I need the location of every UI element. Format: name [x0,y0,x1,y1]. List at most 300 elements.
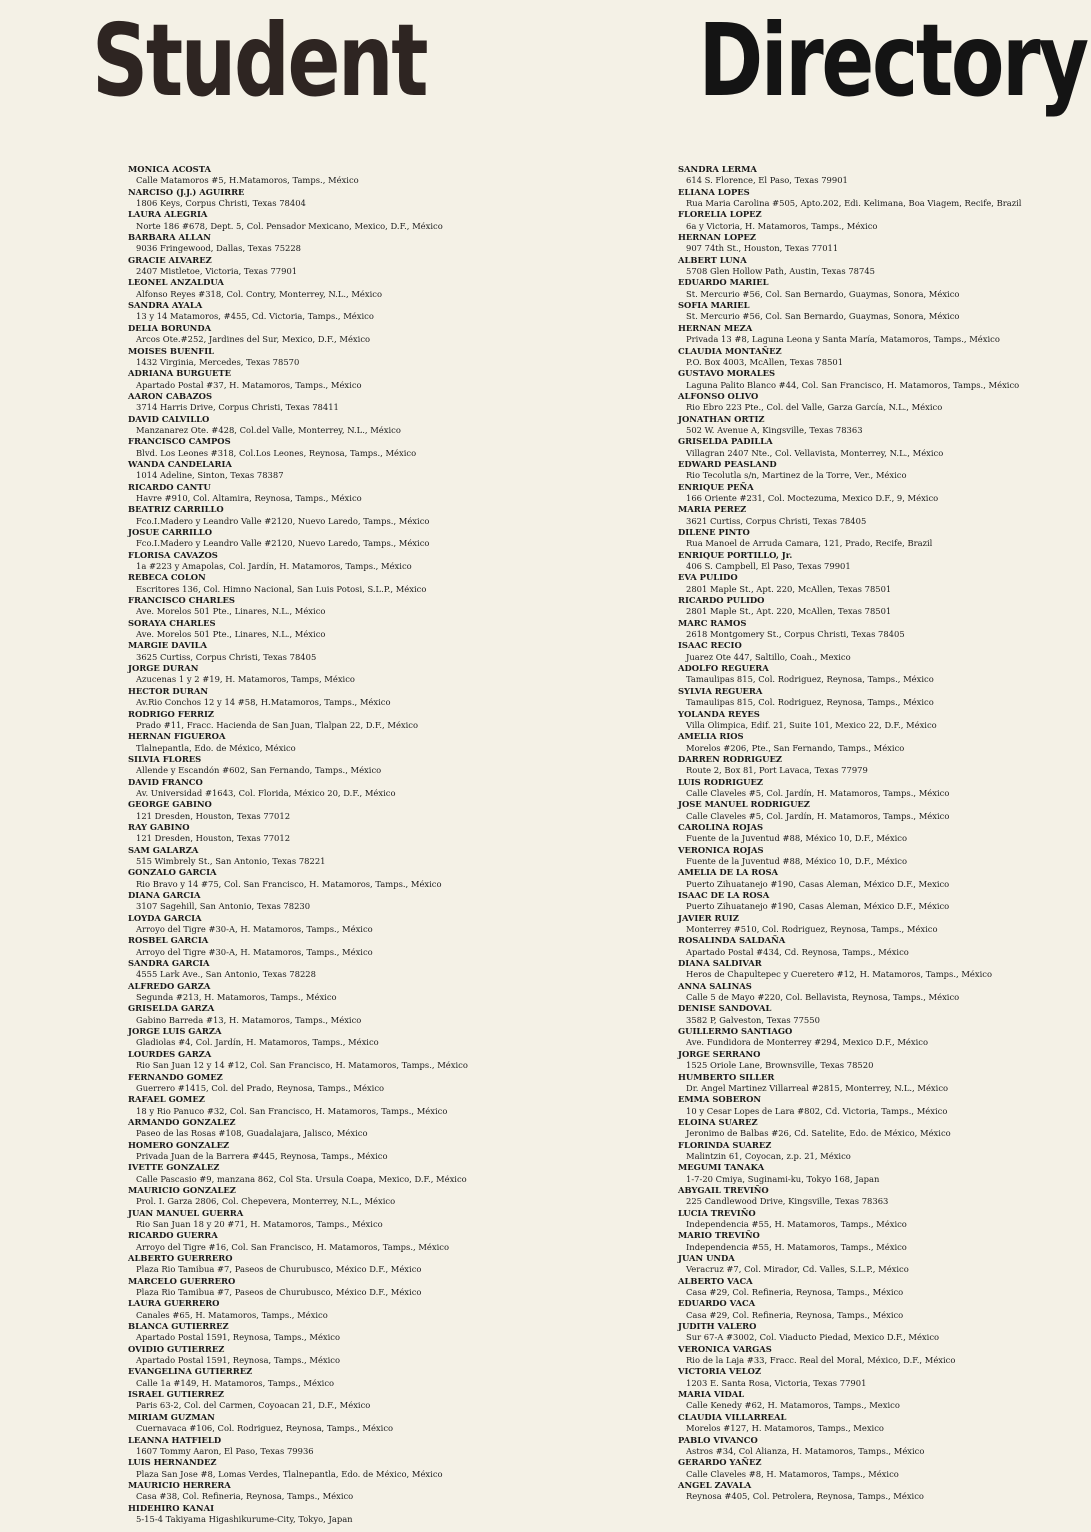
student-address: 1203 E. Santa Rosa, Victoria, Texas 77901 [686,1377,867,1388]
student-name: ENRIQUE PEÑA [678,481,754,492]
student-address: Malintzin 61, Coyocan, z.p. 21, México [686,1150,851,1161]
student-address: 5-15-4 Takiyama Higashikurume-City, Tokyo, Japan [136,1513,353,1524]
student-address: Privada Juan de la Barrera #445, Reynosa, Tamps., México [136,1150,388,1161]
student-address: Reynosa #405, Col. Petrolera, Reynosa, Tamps., México [686,1491,924,1502]
directory-entry [122,709,542,732]
student-name: LOYDA GARCIA [128,912,202,923]
student-name: JAVIER RUIZ [678,912,739,923]
student-name: YOLANDA REYES [678,708,760,719]
directory-entry [122,1003,542,1026]
directory-entry [672,1480,1072,1503]
directory-entry [672,958,1072,981]
directory-entry [672,1094,1072,1117]
directory-entry [122,1412,542,1435]
student-address: Plaza San Jose #8, Lomas Verdes, Tlalnepantla, Edo. de México, México [136,1468,443,1479]
student-address: Cuernavaca #106, Col. Rodriguez, Reynosa, Tamps., México [136,1423,394,1434]
student-address: Havre #910, Col. Altamira, Reynosa, Tamps., México [136,492,362,503]
student-name: MONICA ACOSTA [128,164,211,174]
student-address: 1432 Virginia, Mercedes, Texas 78570 [136,356,300,367]
student-address: 3625 Curtiss, Corpus Christi, Texas 78405 [136,651,317,662]
student-name: DAVID FRANCO [128,776,203,787]
directory-entry [122,1321,542,1344]
student-name: JUDITH VALERO [678,1321,757,1332]
student-address: 18 y Rio Panuco #32, Col. San Francisco, H. Matamoros, Tamps., México [136,1105,448,1116]
directory-entry [672,209,1072,232]
student-address: Segunda #213, H. Matamoros, Tamps., México [136,992,337,1003]
directory-entry [672,1185,1072,1208]
directory-entry [672,1072,1072,1095]
student-name: MEGUMI TANAKA [678,1162,765,1173]
directory-entry [122,300,542,323]
student-address: Fuente de la Juventud #88, México 10, D.F., México [686,855,908,866]
title-directory: Directory [698,2,1087,119]
student-name: BARBARA ALLAN [128,232,211,243]
student-name: EMMA SOBERON [678,1094,762,1105]
student-address: Villa Olimpica, Edif. 21, Suite 101, Mexico 22, D.F., México [686,719,937,730]
student-name: GUILLERMO SANTIAGO [678,1026,793,1037]
student-name: JUAN UNDA [678,1253,735,1263]
student-address: Paseo de las Rosas #108, Guadalajara, Jalisco, México [136,1128,368,1139]
student-address: Calle Claveles #5, Col. Jardín, H. Matamoros, Tamps., México [686,787,950,798]
directory-entry [122,1344,542,1367]
student-name: DIANA GARCIA [128,890,201,900]
student-name: LUCIA TREVIÑO [678,1207,756,1218]
student-address: 6a y Victoria, H. Matamoros, Tamps., México [686,220,878,231]
directory-entry [122,867,542,890]
directory-entry [672,595,1072,618]
student-address: Rio San Juan 18 y 20 #71, H. Matamoros, Tamps., México [136,1218,383,1229]
student-name: RICARDO PULIDO [678,595,765,606]
student-name: LAURA ALEGRIA [128,209,208,220]
student-address: 3107 Sagehill, San Antonio, Texas 78230 [136,901,311,912]
directory-entry [672,845,1072,868]
student-name: WANDA CANDELARIA [128,458,232,469]
student-name: ANGEL ZAVALA [678,1479,752,1490]
student-name: FLORELIA LOPEZ [678,209,762,220]
student-name: GEORGE GABINO [128,799,212,810]
student-address: 13 y 14 Matamoros, #455, Cd. Victoria, Tamps., México [136,311,374,322]
student-address: Guerrero #1415, Col. del Prado, Reynosa, Tamps., México [136,1082,385,1093]
student-name: SOFIA MARIEL [678,300,750,311]
student-address: Arroyo del Tigre #30-A, H. Matamoros, Tamps., México [136,946,373,957]
directory-entry [122,527,542,550]
student-name: IVETTE GONZALEZ [128,1162,220,1173]
directory-entry [122,640,542,663]
student-name: ALFONSO OLIVO [678,390,759,401]
student-name: VICTORIA VELOZ [678,1366,762,1377]
directory-entry [122,346,542,369]
student-name: ARMANDO GONZALEZ [128,1116,236,1127]
directory-entry [122,754,542,777]
student-address: 166 Oriente #231, Col. Moctezuma, Mexico D.F., 9, México [686,492,939,503]
student-name: MOISES BUENFIL [128,345,215,356]
student-address: Plaza Rio Tamibua #7, Paseos de Churubusco, México D.F., México [136,1287,422,1298]
directory-entry [122,1298,542,1321]
directory-entry [122,595,542,618]
student-address: Monterrey #510, Col. Rodriguez, Reynosa, Tamps., México [686,924,938,935]
student-name: JUAN MANUEL GUERRA [128,1207,244,1218]
student-address: Sur 67-A #3002, Col. Viaducto Piedad, Mexico D.F., México [686,1332,940,1343]
directory-entry [122,164,542,187]
student-name: FLORINDA SUAREZ [678,1139,772,1150]
student-name: FRANCISCO CHARLES [128,595,235,606]
student-address: Villagran 2407 Nte., Col. Vellavista, Monterrey, N.L., México [686,447,944,458]
student-address: 2407 Mistletoe, Victoria, Texas 77901 [136,266,298,277]
student-name: LAURA GUERRERO [128,1298,220,1309]
student-address: Independencia #55, H. Matamoros, Tamps., México [686,1241,907,1252]
student-name: RODRIGO FERRIZ [128,708,215,719]
directory-entry [672,799,1072,822]
student-name: MARIA VIDAL [678,1389,745,1400]
student-name: FRANCISCO CAMPOS [128,436,231,447]
student-address: Route 2, Box 81, Port Lavaca, Texas 77979 [686,765,868,776]
directory-entry [122,255,542,278]
directory-entry [672,1049,1072,1072]
directory-entry [672,754,1072,777]
student-name: HERNAN FIGUEROA [128,731,226,742]
student-name: GERARDO YAÑEZ [678,1457,762,1468]
student-address: Arroyo del Tigre #30-A, H. Matamoros, Tamps., México [136,924,373,935]
directory-entry [672,300,1072,323]
student-name: FLORISA CAVAZOS [128,549,218,560]
student-address: Prol. I. Garza 2806, Col. Chepevera, Monterrey, N.L., México [136,1196,396,1207]
directory-entry [122,1026,542,1049]
student-name: JONATHAN ORTIZ [678,413,765,424]
student-name: SORAYA CHARLES [128,617,216,628]
student-name: RAY GABINO [128,821,190,832]
student-name: DENISE SANDOVAL [678,1003,772,1014]
student-address: Ave. Morelos 501 Pte., Linares, N.L., México [136,629,326,640]
directory-entry [672,346,1072,369]
directory-entry [672,981,1072,1004]
student-address: Escritores 136, Col. Himno Nacional, San Luis Potosi, S.L.P., México [136,583,427,594]
student-address: Rua Manoel de Arruda Camara, 121, Prado, Recife, Brazil [686,538,933,549]
student-address: Morelos #127, H. Matamoros, Tamps., Mexico [686,1423,884,1434]
directory-entry [122,232,542,255]
student-name: ANNA SALINAS [678,980,752,991]
student-name: JOSUE CARRILLO [128,527,212,537]
student-address: 10 y Cesar Lopes de Lara #802, Cd. Victoria, Tamps., México [686,1105,948,1116]
directory-entry [122,1230,542,1253]
student-name: JORGE SERRANO [678,1048,761,1059]
student-name: VERONICA VARGAS [678,1343,772,1354]
directory-entry [122,1389,542,1412]
student-name: MAURICIO GONZALEZ [128,1184,236,1195]
directory-entry [122,323,542,346]
directory-entry [122,209,542,232]
student-address: Calle 1a #149, H. Matamoros, Tamps., México [136,1377,335,1388]
student-name: GRACIE ALVAREZ [128,254,212,265]
student-name: MARIA PEREZ [678,504,747,515]
student-address: Heros de Chapultepec y Cueretero #12, H. Matamoros, Tamps., México [686,969,992,980]
directory-entry [672,164,1072,187]
directory-entry [122,1480,542,1503]
directory-entry [122,436,542,459]
student-name: DAVID CALVILLO [128,413,210,424]
student-address: Azucenas 1 y 2 #19, H. Matamoros, Tamps, México [136,674,355,685]
directory-entry [672,686,1072,709]
student-name: ELIANA LOPES [678,186,750,197]
directory-entry [672,459,1072,482]
directory-entry [122,459,542,482]
student-name: HOMERO GONZALEZ [128,1139,230,1150]
student-name: GUSTAVO MORALES [678,368,776,379]
directory-entry [672,187,1072,210]
directory-entry [122,277,542,300]
student-name: ROSALINDA SALDAÑA [678,935,786,946]
directory-entry [122,890,542,913]
directory-entry [122,1457,542,1480]
directory-entry [122,845,542,868]
directory-entry [672,504,1072,527]
student-address: 3582 P, Galveston, Texas 77550 [686,1014,820,1025]
directory-entry [122,822,542,845]
student-name: SYLVIA REGUERA [678,685,763,696]
student-address: 2801 Maple St., Apt. 220, McAllen, Texas 78501 [686,606,892,617]
student-name: EDWARD PEASLAND [678,458,777,469]
student-address: Arroyo del Tigre #16, Col. San Francisco, H. Matamoros, Tamps., México [136,1241,449,1252]
directory-entry [122,663,542,686]
directory-entry [672,1366,1072,1389]
student-address: 5708 Glen Hollow Path, Austin, Texas 78745 [686,266,875,277]
student-name: SAM GALARZA [128,844,199,855]
directory-entry [122,1185,542,1208]
student-address: Jeronimo de Balbas #26, Cd. Satelite, Edo. de México, México [686,1128,951,1139]
directory-entry [122,550,542,573]
student-name: HECTOR DURAN [128,685,209,696]
student-name: ISAAC DE LA ROSA [678,890,770,900]
directory-entry [672,1253,1072,1276]
student-name: LOURDES GARZA [128,1048,212,1059]
directory-entry [672,777,1072,800]
directory-entry [672,867,1072,890]
student-name: MARIO TREVIÑO [678,1230,760,1241]
directory-entry [672,323,1072,346]
student-name: VERONICA ROJAS [678,844,764,855]
directory-entry [122,913,542,936]
student-name: ADOLFO REGUERA [678,663,769,674]
student-name: ISAAC RECIO [678,640,742,651]
directory-entry [122,187,542,210]
student-name: HERNAN LOPEZ [678,232,756,243]
student-address: Calle Claveles #5, Col. Jardín, H. Matamoros, Tamps., México [686,810,950,821]
directory-entry [122,935,542,958]
student-name: SILVIA FLORES [128,753,202,764]
directory-entry [672,482,1072,505]
title-student: Student [92,2,427,119]
student-name: MARCELO GUERRERO [128,1275,236,1286]
student-name: PABLO VIVANCO [678,1434,758,1445]
student-name: LEANNA HATFIELD [128,1434,222,1445]
directory-entry [672,1003,1072,1026]
student-address: Av. Universidad #1643, Col. Florida, México 20, D.F., México [136,787,396,798]
student-name: JORGE LUIS GARZA [128,1026,222,1037]
student-address: St. Mercurio #56, Col. San Bernardo, Guaymas, Sonora, México [686,288,960,299]
student-address: Dr. Angel Martinez Villarreal #2815, Monterrey, N.L., México [686,1082,949,1093]
student-name: ENRIQUE PORTILLO, Jr. [678,549,793,560]
directory-entry [672,414,1072,437]
student-name: BLANCA GUTIERREZ [128,1321,229,1332]
student-address: Calle 5 de Mayo #220, Col. Bellavista, Reynosa, Tamps., México [686,992,960,1003]
student-address: 1806 Keys, Corpus Christi, Texas 78404 [136,198,306,209]
student-address: Tlalnepantla, Edo. de México, México [136,742,296,753]
directory-entry [122,1276,542,1299]
directory-entry [672,436,1072,459]
directory-entry [672,1389,1072,1412]
student-name: JOSE MANUEL RODRIGUEZ [678,799,810,810]
student-address: Tamaulipas 815, Col. Rodriguez, Reynosa, Tamps., México [686,674,934,685]
student-address: Plaza Rio Tamibua #7, Paseos de Churubusco, México D.F., México [136,1264,422,1275]
student-address: Arcos Ote.#252, Jardines del Sur, Mexico, D.F., México [136,334,371,345]
student-address: 907 74th St., Houston, Texas 77011 [686,243,839,254]
directory-entry [672,1230,1072,1253]
student-name: LUIS HERNANDEZ [128,1457,217,1468]
student-address: 1a #223 y Amapolas, Col. Jardín, H. Matamoros, Tamps., México [136,561,412,572]
directory-entry [672,1208,1072,1231]
student-address: Fco.I.Madero y Leandro Valle #2120, Nuevo Laredo, Tamps., México [136,515,430,526]
student-address: Manzanarez Ote. #428, Col.del Valle, Monterrey, N.L., México [136,424,401,435]
directory-entry [122,368,542,391]
student-name: ROSBEL GARCIA [128,935,209,946]
student-address: Apartado Postal #434, Cd. Reynosa, Tamps., México [686,946,909,957]
student-address: 121 Dresden, Houston, Texas 77012 [136,810,291,821]
directory-entry [672,1140,1072,1163]
student-address: Puerto Zihuatanejo #190, Casas Aleman, México D.F., México [686,901,950,912]
student-address: P.O. Box 4003, McAllen, Texas 78501 [686,356,844,367]
directory-entry [122,799,542,822]
student-name: DIANA SALDIVAR [678,958,762,969]
student-address: 1014 Adeline, Sinton, Texas 78387 [136,470,284,481]
directory-entry [122,391,542,414]
student-address: St. Mercurio #56, Col. San Bernardo, Guaymas, Sonora, México [686,311,960,322]
student-name: MIRIAM GUZMAN [128,1411,215,1422]
directory-entry [672,1412,1072,1435]
student-address: Laguna Palito Blanco #44, Col. San Francisco, H. Matamoros, Tamps., México [686,379,1020,390]
student-name: HERNAN MEZA [678,322,753,333]
student-name: DELIA BORUNDA [128,322,212,333]
student-address: Rua Maria Carolina #505, Apto.202, Edi. Kelimana, Boa Viagem, Recife, Brazil [686,198,1022,209]
student-address: Apartado Postal #37, H. Matamoros, Tamps., México [136,379,362,390]
student-address: 2618 Montgomery St., Corpus Christi, Texas 78405 [686,629,905,640]
student-name: AMELIA RIOS [678,731,744,742]
student-address: Rio San Juan 12 y 14 #12, Col. San Francisco, H. Matamoros, Tamps., México [136,1060,468,1071]
student-address: Av.Rio Conchos 12 y 14 #58, H.Matamoros, Tamps., México [136,697,391,708]
student-address: 225 Candlewood Drive, Kingsville, Texas 78363 [686,1196,889,1207]
student-name: CLAUDIA VILLARREAL [678,1411,787,1422]
student-address: Allende y Escandón #602, San Fernando, Tamps., México [136,765,382,776]
student-address: Tamaulipas 815, Col. Rodriguez, Reynosa, Tamps., México [686,697,934,708]
directory-entry [672,1321,1072,1344]
student-address: Casa #29, Col. Refineria, Reynosa, Tamps., México [686,1287,904,1298]
student-address: Morelos #206, Pte., San Fernando, Tamps., México [686,742,905,753]
student-address: Juarez Ote 447, Saltillo, Coah., Mexico [686,651,851,662]
student-name: REBECA COLON [128,572,206,583]
student-address: Independencia #55, H. Matamoros, Tamps., México [686,1218,907,1229]
student-address: Alfonso Reyes #318, Col. Contry, Monterrey, N.L., México [136,288,383,299]
directory-entry [672,709,1072,732]
student-address: 9036 Fringewood, Dallas, Texas 75228 [136,243,302,254]
student-name: RAFAEL GOMEZ [128,1094,205,1105]
directory-entry [122,731,542,754]
directory-entry [672,935,1072,958]
student-name: ALBERT LUNA [678,254,747,265]
student-address: Apartado Postal 1591, Reynosa, Tamps., México [136,1332,341,1343]
directory-entry [672,822,1072,845]
student-name: CLAUDIA MONTAÑEZ [678,345,782,356]
student-name: AMELIA DE LA ROSA [678,867,779,878]
student-address: 406 S. Campbell, El Paso, Texas 79901 [686,561,851,572]
student-name: MAURICIO HERRERA [128,1479,231,1490]
student-name: LEONEL ANZALDUA [128,277,224,288]
student-name: LUIS RODRIGUEZ [678,776,763,787]
student-address: 3714 Harris Drive, Corpus Christi, Texas 78411 [136,402,339,413]
student-name: EVA PULIDO [678,572,738,583]
student-address: 3621 Curtiss, Corpus Christi, Texas 78405 [686,515,867,526]
directory-entry [122,1049,542,1072]
directory-entry [672,663,1072,686]
directory-entry [122,1117,542,1140]
student-name: ADRIANA BURGUETE [128,368,232,379]
student-name: ABYGAIL TREVIÑO [678,1184,769,1195]
directory-entry [672,255,1072,278]
right-directory-column [672,164,1072,1503]
student-name: GRISELDA GARZA [128,1003,215,1014]
directory-entry [672,1276,1072,1299]
student-address: Rio Ebro 223 Pte., Col. del Valle, Garza García, N.L., México [686,402,943,413]
student-name: SANDRA LERMA [678,164,757,174]
directory-entry [672,572,1072,595]
directory-entry [122,572,542,595]
student-address: Blvd. Los Leones #318, Col.Los Leones, Reynosa, Tamps., México [136,447,417,458]
student-address: Rio de la Laja #33, Fracc. Real del Moral, México, D.F., México [686,1355,956,1366]
directory-entry [672,1344,1072,1367]
student-name: DILENE PINTO [678,527,750,537]
student-name: EDUARDO VACA [678,1298,756,1309]
student-address: Gladiolas #4, Col. Jardín, H. Matamoros, Tamps., México [136,1037,379,1048]
directory-entry [122,958,542,981]
student-address: 121 Dresden, Houston, Texas 77012 [136,833,291,844]
student-address: Casa #29, Col. Refineria, Reynosa, Tamps., México [686,1309,904,1320]
directory-entry [122,482,542,505]
student-name: EVANGELINA GUTIERREZ [128,1366,253,1377]
directory-entry [672,1162,1072,1185]
directory-entry [122,1140,542,1163]
student-name: SANDRA GARCIA [128,958,210,969]
student-name: GONZALO GARCIA [128,867,217,878]
student-name: ISRAEL GUTIERREZ [128,1389,225,1400]
student-address: Fco.I.Madero y Leandro Valle #2120, Nuevo Laredo, Tamps., México [136,538,430,549]
directory-entry [122,1435,542,1458]
student-address: 1607 Tommy Aaron, El Paso, Texas 79936 [136,1445,314,1456]
student-name: HUMBERTO SILLER [678,1071,775,1082]
directory-entry [672,1457,1072,1480]
directory-entry [672,640,1072,663]
student-address: Gabino Barreda #13, H. Matamoros, Tamps., México [136,1014,362,1025]
directory-entry [122,1162,542,1185]
student-address: Puerto Zihuatanejo #190, Casas Aleman, México D.F., Mexico [686,878,950,889]
student-name: MARGIE DAVILA [128,640,208,651]
directory-entry [122,981,542,1004]
student-address: Ave. Morelos 501 Pte., Linares, N.L., México [136,606,326,617]
student-address: 4555 Lark Ave., San Antonio, Texas 78228 [136,969,316,980]
student-name: MARC RAMOS [678,617,747,628]
student-name: EDUARDO MARIEL [678,277,769,288]
directory-entry [122,1366,542,1389]
student-name: ALFREDO GARZA [128,980,211,991]
directory-entry [122,1253,542,1276]
directory-entry [122,1208,542,1231]
student-name: ELOINA SUAREZ [678,1116,758,1127]
